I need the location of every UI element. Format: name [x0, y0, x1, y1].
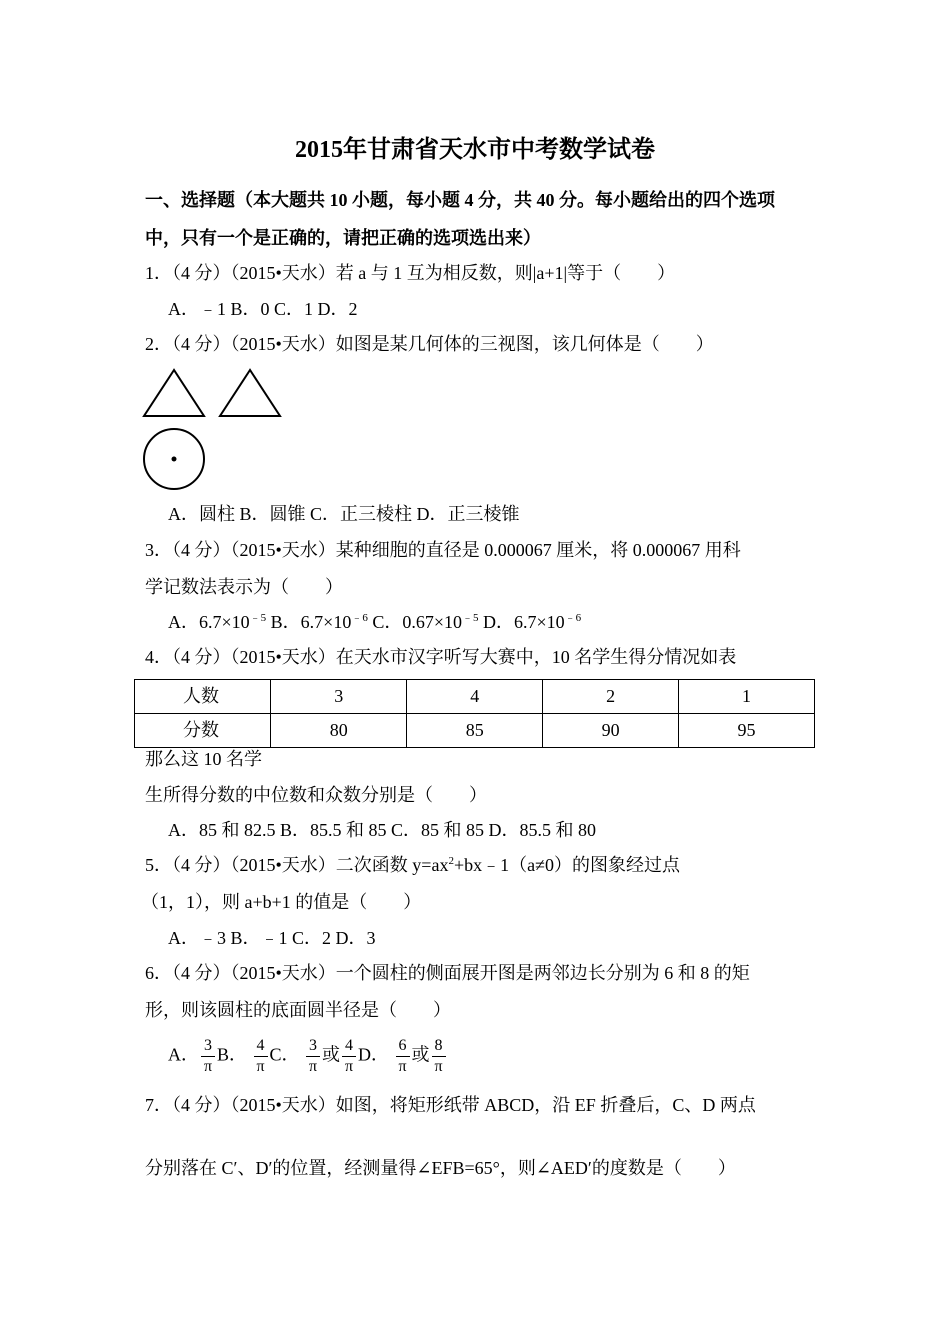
q6-option-c-fraction-2 — [342, 1038, 356, 1075]
q6-option-d-label: D． — [358, 1044, 390, 1065]
q1-options: A．﹣1 B．0 C．1 D．2 — [168, 299, 358, 319]
table-cell: 4 — [407, 680, 543, 714]
q5-stem-pre: 5．（4 分）（2015•天水）二次函数 y=ax — [145, 855, 449, 875]
table-cell-row-label: 分数 — [135, 714, 271, 748]
q6-option-c-fraction-1 — [306, 1038, 320, 1075]
q3-option-c: C．0.67×10 — [367, 612, 462, 632]
q6-option-a-label: A． — [168, 1044, 199, 1065]
fraction-numerator: 6 — [396, 1038, 410, 1057]
q6-option-c-label: C． — [269, 1044, 300, 1065]
table-cell: 85 — [407, 714, 543, 748]
q6-option-a-fraction — [201, 1038, 215, 1075]
q5-options: A．﹣3 B．﹣1 C．2 D．3 — [168, 928, 376, 948]
section-heading-line2: 中，只有一个是正确的，请把正确的选项选出来） — [145, 228, 541, 248]
table-cell: 95 — [679, 714, 815, 748]
q3-stem-line2: 学记数法表示为（ ） — [145, 577, 343, 597]
table-cell: 80 — [271, 714, 407, 748]
fraction-denominator: π — [398, 1058, 407, 1075]
q4-after-line2: 生所得分数的中位数和众数分别是（ ） — [145, 785, 487, 805]
q3-option-a-exponent: ﹣5 — [249, 612, 267, 624]
q4-after-line1: 那么这 10 名学 — [145, 749, 262, 769]
q3-option-d-exponent: ﹣6 — [564, 612, 582, 624]
table-row — [135, 680, 815, 714]
q7-stem-line2: 分别落在 C′、D′的位置，经测量得∠EFB=65°，则∠AED′的度数是（ ） — [145, 1158, 736, 1178]
q5-stem-line1 — [145, 856, 680, 874]
q5-stem-line2: （1，1），则 a+b+1 的值是（ ） — [141, 892, 422, 912]
table-row — [135, 714, 815, 748]
fraction-numerator: 8 — [432, 1038, 446, 1057]
q7-stem-line1: 7．（4 分）（2015•天水）如图，将矩形纸带 ABCD，沿 EF 折叠后，C、D 两点 — [145, 1095, 756, 1115]
q3-stem-line1: 3．（4 分）（2015•天水）某种细胞的直径是 0.000067 厘米，将 0.000067 用科 — [145, 540, 741, 560]
fraction-numerator: 4 — [342, 1038, 356, 1057]
q2-stem: 2．（4 分）（2015•天水）如图是某几何体的三视图，该几何体是（ ） — [145, 334, 714, 354]
score-table — [134, 679, 815, 748]
q3-option-d: D．6.7×10 — [478, 612, 565, 632]
q6-options — [168, 1038, 448, 1075]
fraction-numerator: 3 — [306, 1038, 320, 1057]
side-view-triangle — [220, 370, 280, 416]
q3-option-b-exponent: ﹣6 — [351, 612, 368, 624]
q6-option-c-or: 或 — [322, 1044, 341, 1065]
fraction-numerator: 3 — [201, 1038, 215, 1057]
table-cell: 90 — [543, 714, 679, 748]
q3-option-a: A．6.7×10 — [168, 612, 250, 632]
front-view-triangle — [144, 370, 204, 416]
q3-option-b: B．6.7×10 — [266, 612, 352, 632]
fraction-denominator: π — [308, 1058, 318, 1075]
q3-option-c-exponent: ﹣5 — [462, 612, 479, 624]
fraction-numerator: 4 — [254, 1038, 268, 1057]
q1-stem: 1．（4 分）（2015•天水）若 a 与 1 互为相反数，则|a+1|等于（ ） — [145, 263, 676, 283]
q2-options: A．圆柱 B．圆锥 C．正三棱柱 D．正三棱锥 — [168, 504, 520, 524]
q4-options: A．85 和 82.5 B．85.5 和 85 C．85 和 85 D．85.5 和 80 — [168, 820, 597, 840]
q6-option-b-label: B． — [217, 1044, 248, 1065]
fraction-denominator: π — [344, 1058, 354, 1075]
fraction-denominator: π — [434, 1058, 443, 1075]
q6-stem-line2: 形，则该圆柱的底面圆半径是（ ） — [145, 1000, 451, 1020]
q6-option-d-fraction-1 — [396, 1038, 410, 1075]
q6-option-d-fraction-2 — [432, 1038, 446, 1075]
table-cell: 1 — [679, 680, 815, 714]
three-view-figure — [140, 364, 290, 494]
q4-stem: 4．（4 分）（2015•天水）在天水市汉字听写大赛中，10 名学生得分情况如表 — [145, 647, 737, 667]
table-cell-row-label: 人数 — [135, 680, 271, 714]
fraction-denominator: π — [203, 1058, 213, 1075]
page-title: 2015年甘肃省天水市中考数学试卷 — [295, 137, 655, 163]
q3-options — [168, 613, 581, 631]
fraction-denominator: π — [256, 1058, 265, 1075]
q6-stem-line1: 6．（4 分）（2015•天水）一个圆柱的侧面展开图是两邻边长分别为 6 和 8 的矩 — [145, 963, 750, 983]
q6-option-b-fraction — [254, 1038, 268, 1075]
q6-option-d-or: 或 — [411, 1044, 430, 1065]
q5-stem-post: +bx﹣1（a≠0）的图象经过点 — [453, 855, 680, 875]
q5-stem-exponent: 2 — [448, 855, 454, 867]
table-cell: 3 — [271, 680, 407, 714]
top-view-center-dot — [172, 457, 177, 462]
table-cell: 2 — [543, 680, 679, 714]
section-heading-line1: 一、选择题（本大题共 10 小题，每小题 4 分，共 40 分。每小题给出的四个选项 — [145, 190, 775, 210]
